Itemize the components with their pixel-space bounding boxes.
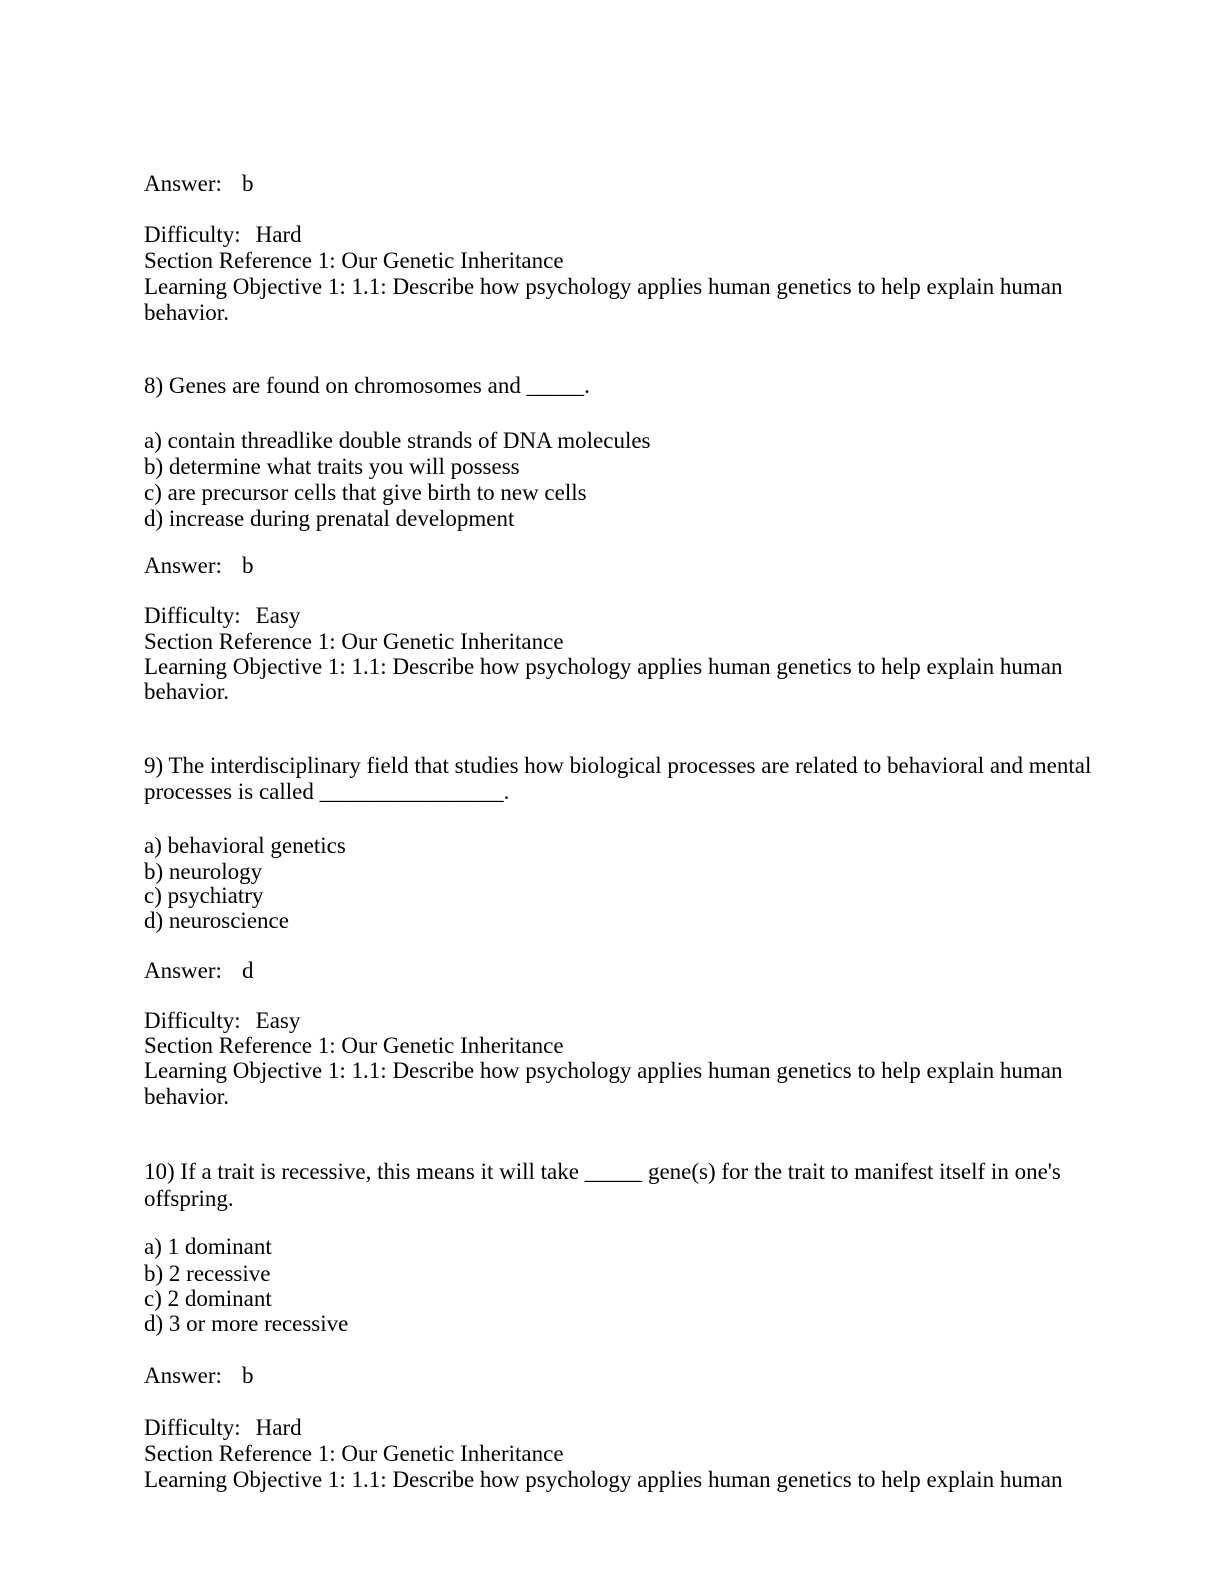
- question-8-option-d: d) increase during prenatal development: [144, 506, 515, 531]
- question-9-option-a: a) behavioral genetics: [144, 833, 346, 858]
- learning-objective-line-1: Learning Objective 1: 1.1: Describe how psychology applies human genetics to help explain human: [144, 1058, 1063, 1083]
- difficulty-value: Easy: [255, 603, 301, 628]
- learning-objective-line-2: behavior.: [144, 679, 229, 704]
- question-10-option-c: c) 2 dominant: [144, 1286, 272, 1311]
- difficulty-line: [144, 222, 302, 248]
- answer-label: Answer:: [144, 171, 222, 196]
- question-10-option-b: b) 2 recessive: [144, 1261, 271, 1286]
- question-8-stem: 8) Genes are found on chromosomes and _____.: [144, 373, 590, 398]
- answer-value: b: [241, 171, 254, 196]
- answer-label: Answer:: [144, 553, 222, 578]
- difficulty-label: Difficulty:: [144, 1008, 241, 1033]
- question-9-option-b: b) neurology: [144, 859, 263, 884]
- section-reference-line: Section Reference 1: Our Genetic Inheritance: [144, 248, 564, 273]
- answer-value: b: [241, 553, 254, 578]
- difficulty-line: [144, 603, 300, 629]
- learning-objective-line-2: behavior.: [144, 300, 229, 325]
- question-8-option-c: c) are precursor cells that give birth to new cells: [144, 480, 587, 505]
- question-10-option-a: a) 1 dominant: [144, 1234, 272, 1259]
- section-reference-line: Section Reference 1: Our Genetic Inheritance: [144, 1033, 564, 1058]
- difficulty-label: Difficulty:: [144, 222, 241, 247]
- answer-line: [144, 553, 253, 579]
- learning-objective-line-1: Learning Objective 1: 1.1: Describe how psychology applies human genetics to help explain human: [144, 274, 1063, 299]
- question-9-option-c: c) psychiatry: [144, 883, 264, 908]
- answer-line: [144, 958, 253, 984]
- answer-label: Answer:: [144, 958, 222, 983]
- question-10-stem-line-1: 10) If a trait is recessive, this means it will take _____ gene(s) for the trait to manifest itself in one's: [144, 1159, 1061, 1184]
- difficulty-value: Easy: [255, 1008, 301, 1033]
- learning-objective-line-2: behavior.: [144, 1084, 229, 1109]
- question-10-stem-line-2: offspring.: [144, 1186, 234, 1211]
- learning-objective-line-1: Learning Objective 1: 1.1: Describe how psychology applies human genetics to help explain human: [144, 1467, 1063, 1492]
- answer-label: Answer:: [144, 1363, 222, 1388]
- difficulty-label: Difficulty:: [144, 1415, 241, 1440]
- answer-value: b: [241, 1363, 254, 1388]
- question-8-option-a: a) contain threadlike double strands of DNA molecules: [144, 428, 651, 453]
- difficulty-value: Hard: [255, 222, 302, 247]
- answer-value: d: [241, 958, 254, 983]
- question-8-option-b: b) determine what traits you will possess: [144, 454, 520, 479]
- answer-line: [144, 1363, 253, 1389]
- section-reference-line: Section Reference 1: Our Genetic Inheritance: [144, 1441, 564, 1466]
- question-10-option-d: d) 3 or more recessive: [144, 1311, 349, 1336]
- question-9-stem-line-2: processes is called ________________.: [144, 779, 510, 804]
- answer-line: [144, 171, 253, 197]
- question-9-option-d: d) neuroscience: [144, 908, 289, 933]
- difficulty-value: Hard: [255, 1415, 302, 1440]
- difficulty-line: [144, 1008, 300, 1034]
- difficulty-label: Difficulty:: [144, 603, 241, 628]
- question-9-stem-line-1: 9) The interdisciplinary field that studies how biological processes are related to behavioral and mental: [144, 753, 1092, 778]
- section-reference-line: Section Reference 1: Our Genetic Inheritance: [144, 629, 564, 654]
- learning-objective-line-1: Learning Objective 1: 1.1: Describe how psychology applies human genetics to help explain human: [144, 654, 1063, 679]
- difficulty-line: [144, 1415, 302, 1441]
